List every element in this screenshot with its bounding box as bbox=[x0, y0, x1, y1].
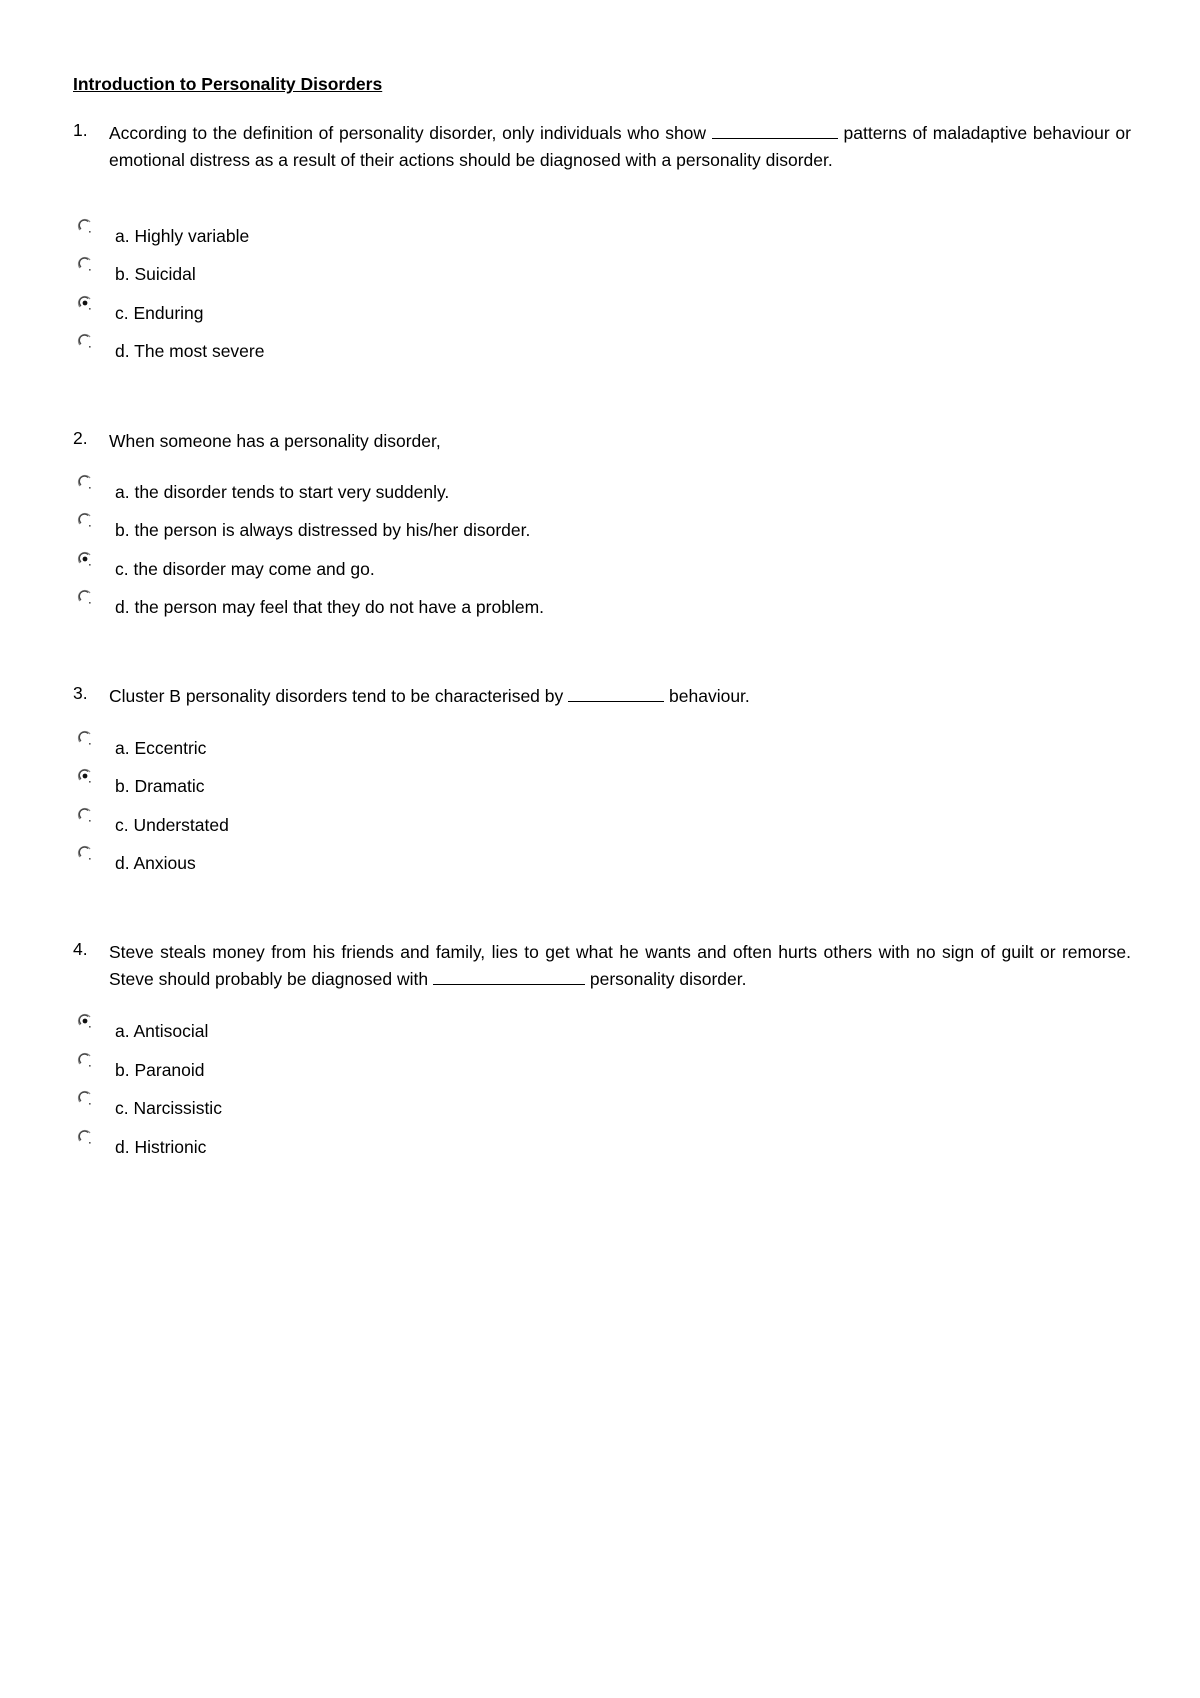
option-1c[interactable] bbox=[73, 295, 673, 325]
document-title: Introduction to Personality Disorders bbox=[73, 74, 383, 94]
radio-unchecked-icon[interactable] bbox=[77, 1129, 90, 1142]
option-label: d. Histrionic bbox=[115, 1137, 207, 1157]
question-text-after: behaviour. bbox=[669, 686, 750, 706]
radio-unchecked-icon[interactable] bbox=[77, 1090, 90, 1103]
option-1a[interactable] bbox=[73, 218, 673, 248]
radio-unchecked-icon[interactable] bbox=[77, 730, 90, 743]
option-label: a. the disorder tends to start very suddenly. bbox=[115, 482, 450, 502]
radio-unchecked-icon[interactable] bbox=[77, 589, 90, 602]
radio-unchecked-icon[interactable] bbox=[77, 256, 90, 269]
option-label: b. Suicidal bbox=[115, 264, 196, 284]
radio-checked-icon[interactable] bbox=[77, 295, 90, 308]
question-text-before: According to the definition of personality disorder, only individuals who show bbox=[109, 123, 707, 143]
option-3a[interactable] bbox=[73, 730, 673, 760]
radio-unchecked-icon[interactable] bbox=[77, 845, 90, 858]
question-text bbox=[109, 428, 1131, 455]
question-text bbox=[109, 939, 1131, 993]
option-label: b. Dramatic bbox=[115, 776, 205, 796]
question-number: 3. bbox=[73, 683, 88, 703]
radio-unchecked-icon[interactable] bbox=[77, 218, 90, 231]
option-2a[interactable] bbox=[73, 474, 673, 504]
option-1b[interactable] bbox=[73, 256, 673, 286]
question-1 bbox=[73, 120, 1131, 174]
question-number: 1. bbox=[73, 120, 88, 140]
option-label: c. the disorder may come and go. bbox=[115, 559, 375, 579]
question-3 bbox=[73, 683, 1131, 710]
option-label: a. Antisocial bbox=[115, 1021, 209, 1041]
option-label: d. Anxious bbox=[115, 853, 196, 873]
radio-unchecked-icon[interactable] bbox=[77, 333, 90, 346]
option-2c[interactable] bbox=[73, 551, 673, 581]
option-2d[interactable] bbox=[73, 589, 673, 619]
question-number: 4. bbox=[73, 939, 88, 959]
answer-blank bbox=[568, 687, 664, 702]
option-label: a. Highly variable bbox=[115, 226, 250, 246]
option-1d[interactable] bbox=[73, 333, 673, 363]
question-text-before: When someone has a personality disorder, bbox=[109, 431, 441, 451]
option-label: c. Narcissistic bbox=[115, 1098, 222, 1118]
radio-checked-icon[interactable] bbox=[77, 1013, 90, 1026]
radio-unchecked-icon[interactable] bbox=[77, 474, 90, 487]
question-text-after: patterns of maladaptive behaviour or emotional distress as a result of their actions should be diagnosed with a personality disorder. bbox=[109, 123, 1131, 170]
answer-blank bbox=[712, 124, 838, 139]
option-3d[interactable] bbox=[73, 845, 673, 875]
radio-unchecked-icon[interactable] bbox=[77, 512, 90, 525]
option-label: b. the person is always distressed by his/her disorder. bbox=[115, 520, 531, 540]
option-label: c. Enduring bbox=[115, 303, 204, 323]
option-4a[interactable] bbox=[73, 1013, 673, 1043]
radio-checked-icon[interactable] bbox=[77, 768, 90, 781]
option-label: b. Paranoid bbox=[115, 1060, 205, 1080]
question-text-before: Cluster B personality disorders tend to be characterised by bbox=[109, 686, 564, 706]
option-3b[interactable] bbox=[73, 768, 673, 798]
option-2b[interactable] bbox=[73, 512, 673, 542]
radio-checked-icon[interactable] bbox=[77, 551, 90, 564]
question-number: 2. bbox=[73, 428, 88, 448]
radio-unchecked-icon[interactable] bbox=[77, 1052, 90, 1065]
option-label: d. the person may feel that they do not have a problem. bbox=[115, 597, 545, 617]
option-3c[interactable] bbox=[73, 807, 673, 837]
option-4b[interactable] bbox=[73, 1052, 673, 1082]
question-2 bbox=[73, 428, 1131, 455]
option-4c[interactable] bbox=[73, 1090, 673, 1120]
question-text bbox=[109, 120, 1131, 174]
question-text-after: personality disorder. bbox=[589, 969, 747, 989]
answer-blank bbox=[433, 970, 585, 985]
question-text bbox=[109, 683, 1131, 710]
option-label: c. Understated bbox=[115, 815, 229, 835]
question-text-before: Steve steals money from his friends and family, lies to get what he wants and often hurts others with no sign of guilt or remorse. Steve should probably be diagnosed with bbox=[109, 942, 1131, 989]
radio-unchecked-icon[interactable] bbox=[77, 807, 90, 820]
question-4 bbox=[73, 939, 1131, 993]
option-label: a. Eccentric bbox=[115, 738, 207, 758]
option-label: d. The most severe bbox=[115, 341, 265, 361]
option-4d[interactable] bbox=[73, 1129, 673, 1159]
